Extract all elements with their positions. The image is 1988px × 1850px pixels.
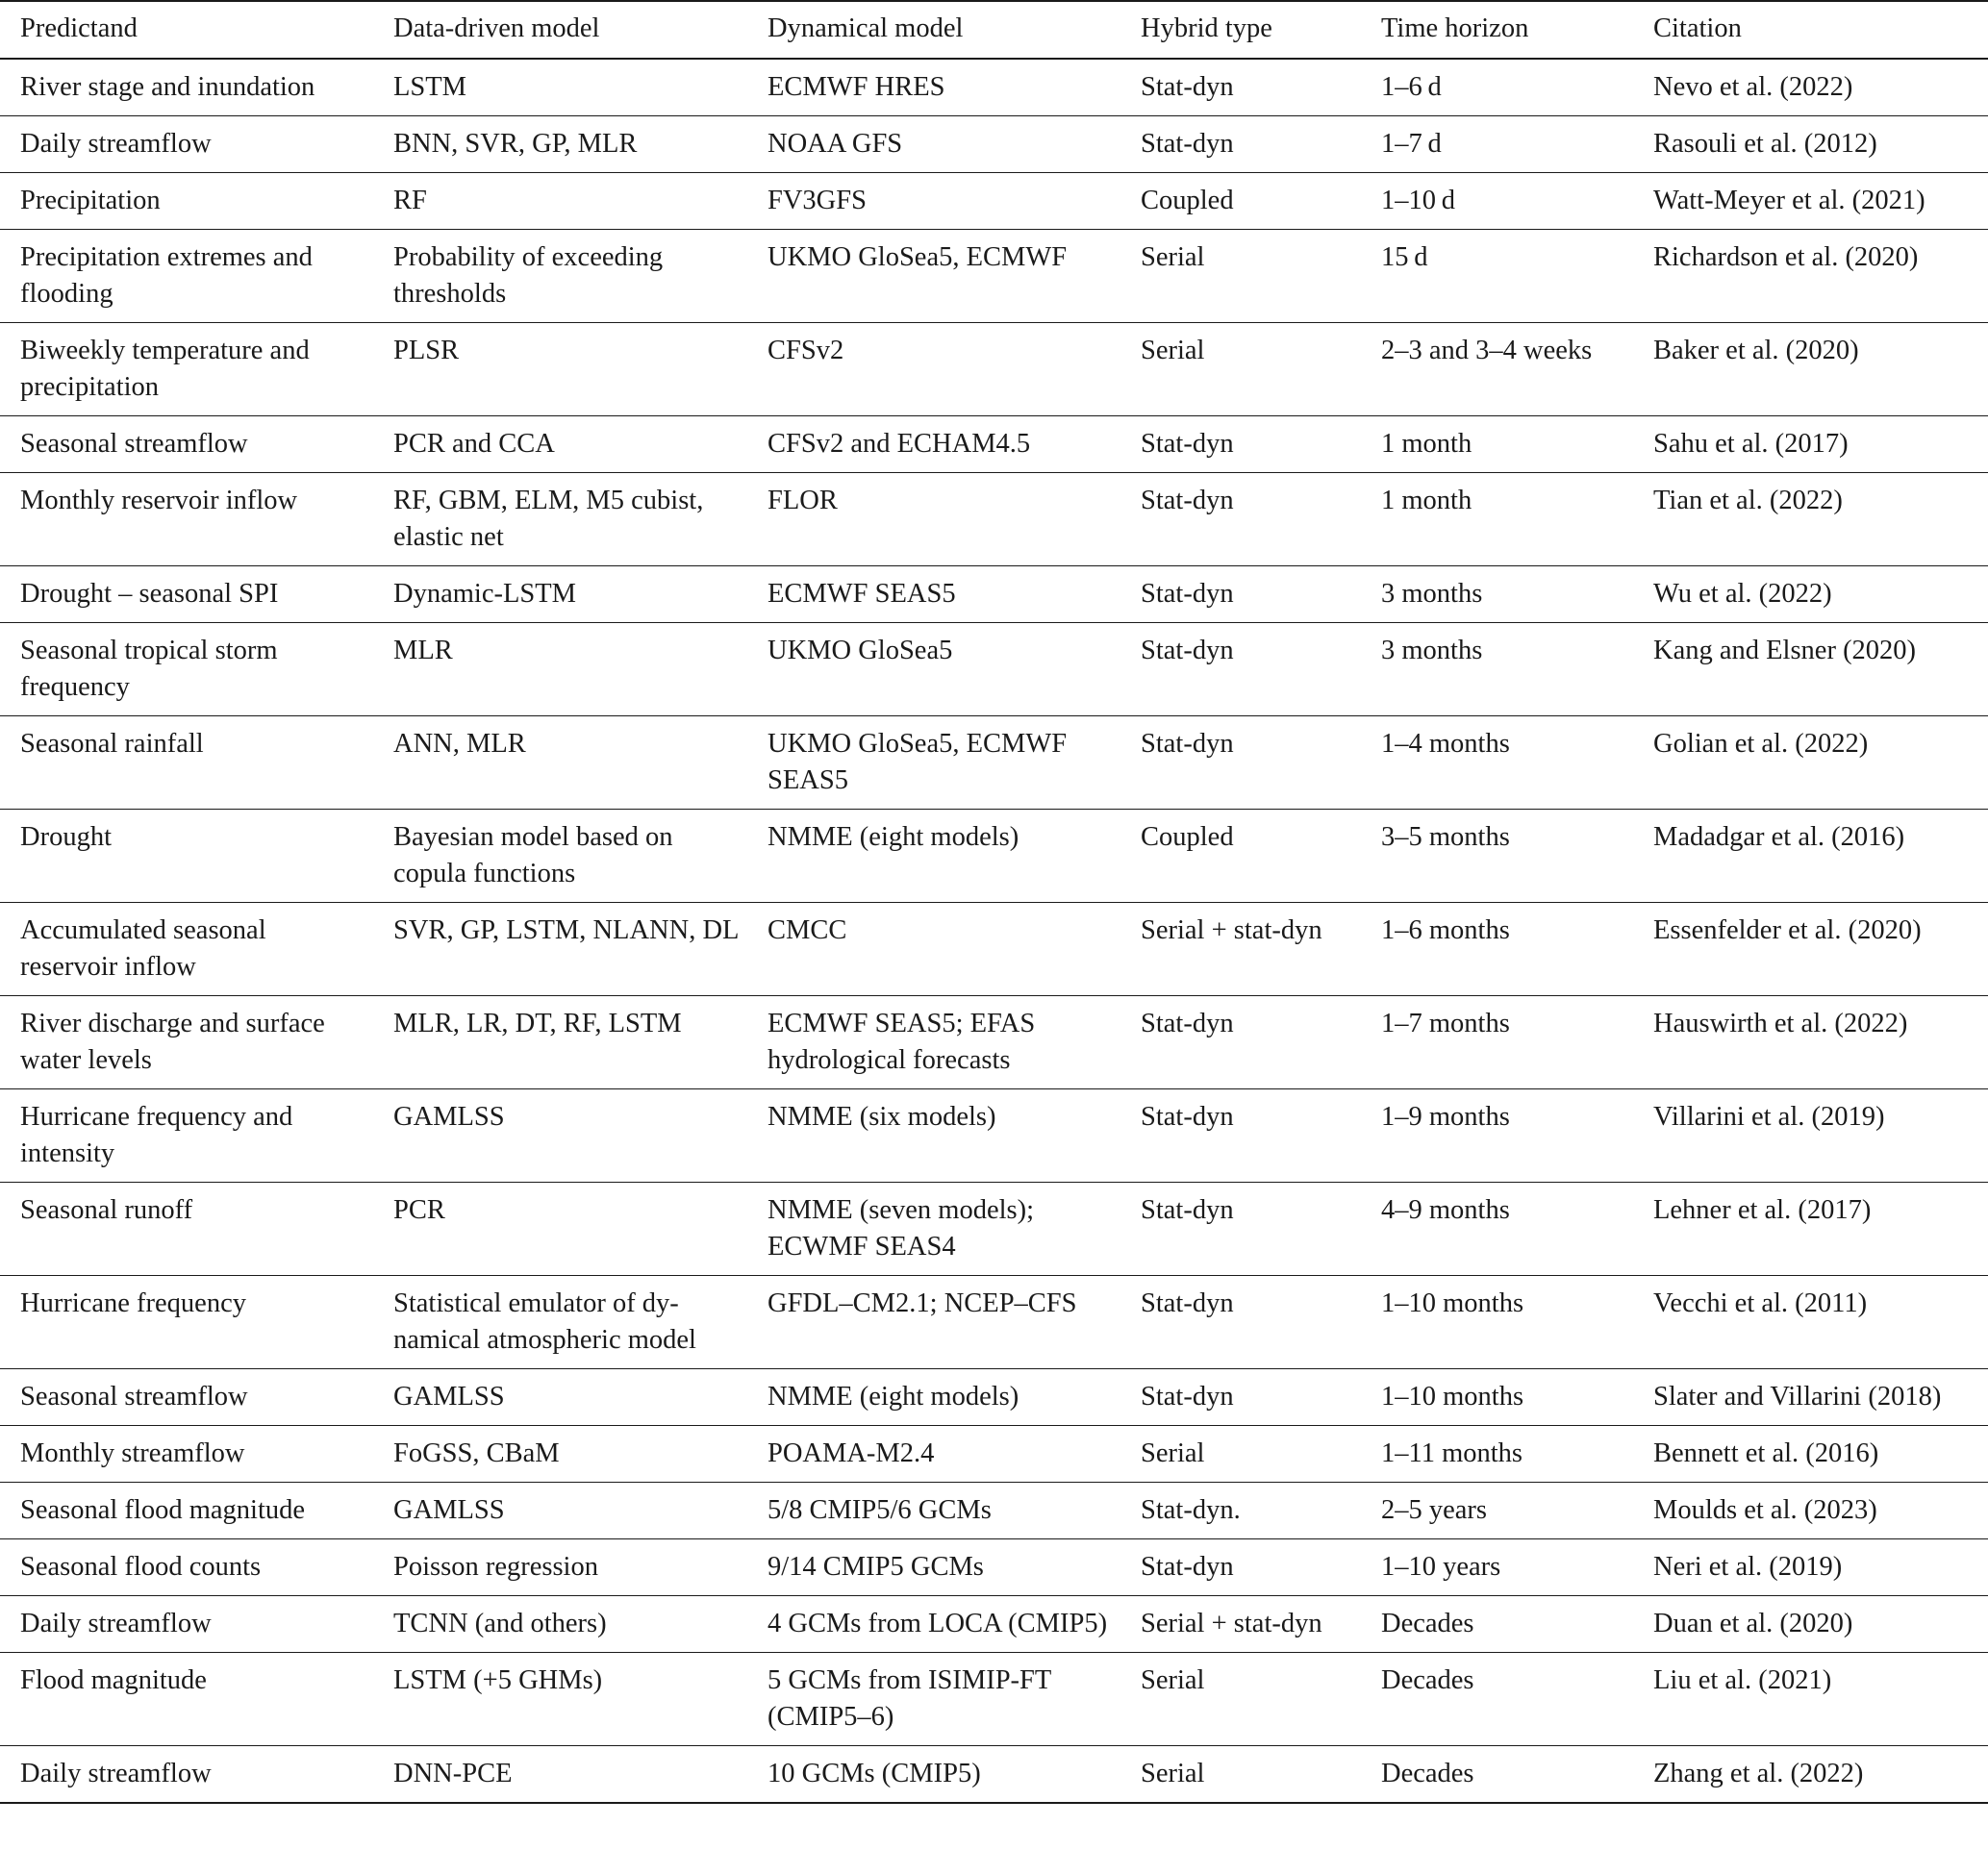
header-data-driven-model: Data-driven model [393,13,600,43]
cell-data-driven-model: Probability of exceeding thresholds [393,242,664,309]
cell-time-horizon: 1–6 d [1381,72,1442,102]
cell-time-horizon: 1–10 d [1381,186,1455,215]
cell-predictand: Hurricane frequency [20,1288,246,1318]
cell-predictand: Flood magnitude [20,1665,207,1695]
cell-citation: Kang and Elsner (2020) [1653,636,1917,665]
cell-time-horizon: 4–9 months [1381,1195,1510,1225]
cell-dynamical-model: FV3GFS [768,186,867,215]
cell-time-horizon: 2–3 and 3–4 weeks [1381,336,1593,365]
cell-hybrid-type: Serial [1141,336,1205,365]
cell-data-driven-model: Dynamic-LSTM [393,579,576,609]
cell-hybrid-type: Serial [1141,242,1205,272]
cell-predictand: Hurricane frequency and intensity [20,1102,293,1168]
cell-citation: Lehner et al. (2017) [1653,1195,1872,1225]
cell-predictand: Precipitation extremes and flooding [20,242,313,309]
table-row [0,1426,1988,1483]
cell-citation: Golian et al. (2022) [1653,729,1869,759]
cell-citation: Villarini et al. (2019) [1653,1102,1885,1132]
cell-citation: Moulds et al. (2023) [1653,1495,1877,1525]
cell-predictand: Monthly streamflow [20,1438,245,1468]
cell-citation: Neri et al. (2019) [1653,1552,1843,1582]
cell-hybrid-type: Coupled [1141,822,1234,852]
cell-dynamical-model: CFSv2 and ECHAM4.5 [768,429,1031,459]
cell-dynamical-model: NMME (six models) [768,1102,996,1132]
cell-predictand: River stage and inundation [20,72,315,102]
cell-hybrid-type: Stat-dyn [1141,1009,1234,1038]
cell-citation: Slater and Villarini (2018) [1653,1382,1942,1412]
cell-time-horizon: 3–5 months [1381,822,1510,852]
cell-data-driven-model: MLR [393,636,453,665]
cell-citation: Bennett et al. (2016) [1653,1438,1879,1468]
cell-dynamical-model: NMME (eight models) [768,822,1019,852]
cell-data-driven-model: MLR, LR, DT, RF, LSTM [393,1009,682,1038]
cell-time-horizon: Decades [1381,1609,1474,1638]
cell-citation: Hauswirth et al. (2022) [1653,1009,1908,1038]
cell-predictand: Seasonal streamflow [20,1382,248,1412]
cell-citation: Watt-Meyer et al. (2021) [1653,186,1925,215]
table-row [0,1483,1988,1539]
cell-hybrid-type: Stat-dyn [1141,429,1234,459]
header-citation: Citation [1653,13,1742,43]
cell-hybrid-type: Stat-dyn [1141,729,1234,759]
cell-predictand: Seasonal flood counts [20,1552,262,1582]
cell-data-driven-model: Bayesian model based on copula functions [393,822,673,888]
cell-hybrid-type: Stat-dyn [1141,1195,1234,1225]
cell-dynamical-model: 10 GCMs (CMIP5) [768,1759,981,1788]
cell-hybrid-type: Serial [1141,1759,1205,1788]
table-row [0,416,1988,473]
cell-dynamical-model: 5/8 CMIP5/6 GCMs [768,1495,992,1525]
table-row [0,1539,1988,1596]
cell-hybrid-type: Serial [1141,1665,1205,1695]
cell-time-horizon: 15 d [1381,242,1428,272]
cell-citation: Wu et al. (2022) [1653,579,1832,609]
table-header [0,1,1988,59]
table-row [0,1746,1988,1804]
cell-data-driven-model: LSTM (+5 GHMs) [393,1665,603,1695]
cell-citation: Rasouli et al. (2012) [1653,129,1877,159]
cell-dynamical-model: UKMO GloSea5 [768,636,953,665]
cell-predictand: Seasonal rainfall [20,729,204,759]
cell-predictand: Monthly reservoir inflow [20,486,298,515]
cell-hybrid-type: Stat-dyn [1141,1382,1234,1412]
cell-time-horizon: 1–11 months [1381,1438,1522,1468]
cell-hybrid-type: Stat-dyn [1141,636,1234,665]
cell-citation: Nevo et al. (2022) [1653,72,1853,102]
cell-time-horizon: 3 months [1381,636,1483,665]
cell-dynamical-model: FLOR [768,486,838,515]
cell-time-horizon: 1–7 months [1381,1009,1510,1038]
cell-predictand: Seasonal runoff [20,1195,193,1225]
cell-predictand: River discharge and surface water levels [20,1009,325,1075]
cell-citation: Vecchi et al. (2011) [1653,1288,1868,1318]
table-row [0,59,1988,116]
cell-time-horizon: Decades [1381,1759,1474,1788]
cell-dynamical-model: ECMWF SEAS5 [768,579,956,609]
header-predictand: Predictand [20,13,138,43]
cell-predictand: Seasonal streamflow [20,429,248,459]
cell-citation: Liu et al. (2021) [1653,1665,1832,1695]
table-row [0,903,1988,996]
cell-citation: Tian et al. (2022) [1653,486,1843,515]
cell-hybrid-type: Stat-dyn. [1141,1495,1241,1525]
cell-data-driven-model: LSTM [393,72,467,102]
cell-dynamical-model: GFDL–CM2.1; NCEP–CFS [768,1288,1077,1318]
cell-data-driven-model: PCR [393,1195,445,1225]
cell-data-driven-model: GAMLSS [393,1382,505,1412]
cell-dynamical-model: 9/14 CMIP5 GCMs [768,1552,984,1582]
cell-time-horizon: 3 months [1381,579,1483,609]
cell-time-horizon: 1–4 months [1381,729,1510,759]
cell-citation: Richardson et al. (2020) [1653,242,1919,272]
table-row [0,1089,1988,1183]
header-dynamical-model: Dynamical model [768,13,964,43]
cell-dynamical-model: CFSv2 [768,336,844,365]
table-row [0,230,1988,323]
cell-time-horizon: 2–5 years [1381,1495,1488,1525]
cell-dynamical-model: 4 GCMs from LOCA (CMIP5) [768,1609,1108,1638]
cell-predictand: Daily streamflow [20,129,212,159]
cell-dynamical-model: NOAA GFS [768,129,903,159]
table-row [0,1653,1988,1746]
table-row [0,1369,1988,1426]
cell-time-horizon: 1 month [1381,429,1472,459]
cell-predictand: Drought – seasonal SPI [20,579,279,609]
cell-predictand: Daily streamflow [20,1609,212,1638]
cell-predictand: Seasonal tropical storm frequency [20,636,278,702]
table-row [0,810,1988,903]
cell-hybrid-type: Serial + stat-dyn [1141,915,1322,945]
header-row [0,1,1988,59]
table-row [0,566,1988,623]
table-row [0,623,1988,716]
cell-citation: Essenfelder et al. (2020) [1653,915,1922,945]
table-row [0,116,1988,173]
cell-dynamical-model: POAMA-M2.4 [768,1438,935,1468]
cell-data-driven-model: FoGSS, CBaM [393,1438,560,1468]
cell-predictand: Daily streamflow [20,1759,212,1788]
cell-citation: Madadgar et al. (2016) [1653,822,1905,852]
cell-citation: Sahu et al. (2017) [1653,429,1849,459]
table-row [0,473,1988,566]
cell-data-driven-model: DNN-PCE [393,1759,513,1788]
cell-dynamical-model: 5 GCMs from ISIMIP-FT (CMIP5–6) [768,1665,1051,1732]
cell-predictand: Seasonal flood magnitude [20,1495,306,1525]
table-body [0,59,1988,1803]
cell-dynamical-model: UKMO GloSea5, ECMWF SEAS5 [768,729,1068,795]
cell-time-horizon: 1–10 years [1381,1552,1501,1582]
table-row [0,1596,1988,1653]
cell-predictand: Accumulated seasonal reservoir inflow [20,915,266,982]
cell-hybrid-type: Stat-dyn [1141,1552,1234,1582]
cell-data-driven-model: GAMLSS [393,1102,505,1132]
cell-citation: Baker et al. (2020) [1653,336,1859,365]
cell-time-horizon: 1–9 months [1381,1102,1510,1132]
cell-time-horizon: 1–7 d [1381,129,1442,159]
table-row [0,996,1988,1089]
cell-data-driven-model: BNN, SVR, GP, MLR [393,129,638,159]
table-row [0,173,1988,230]
cell-predictand: Precipitation [20,186,161,215]
cell-dynamical-model: NMME (eight models) [768,1382,1019,1412]
cell-predictand: Biweekly temperature and precipitation [20,336,310,402]
table-row [0,323,1988,416]
cell-hybrid-type: Stat-dyn [1141,1102,1234,1132]
cell-citation: Duan et al. (2020) [1653,1609,1853,1638]
cell-data-driven-model: RF, GBM, ELM, M5 cubist, elastic net [393,486,704,552]
cell-data-driven-model: ANN, MLR [393,729,526,759]
cell-hybrid-type: Serial + stat-dyn [1141,1609,1322,1638]
table-row [0,716,1988,810]
cell-data-driven-model: RF [393,186,427,215]
cell-time-horizon: 1–10 months [1381,1288,1524,1318]
cell-data-driven-model: GAMLSS [393,1495,505,1525]
header-time-horizon: Time horizon [1381,13,1529,43]
table-row [0,1276,1988,1369]
cell-hybrid-type: Stat-dyn [1141,486,1234,515]
cell-time-horizon: Decades [1381,1665,1474,1695]
cell-citation: Zhang et al. (2022) [1653,1759,1864,1788]
cell-data-driven-model: TCNN (and others) [393,1609,607,1638]
cell-hybrid-type: Stat-dyn [1141,72,1234,102]
cell-dynamical-model: NMME (seven models); ECWMF SEAS4 [768,1195,1035,1262]
cell-hybrid-type: Stat-dyn [1141,579,1234,609]
cell-data-driven-model: SVR, GP, LSTM, NLANN, DL [393,915,740,945]
table-row [0,1183,1988,1276]
cell-time-horizon: 1–10 months [1381,1382,1524,1412]
cell-data-driven-model: Statistical emulator of dy-namical atmospheric model [393,1288,696,1355]
cell-dynamical-model: ECMWF SEAS5; EFAS hydrological forecasts [768,1009,1036,1075]
cell-dynamical-model: ECMWF HRES [768,72,945,102]
cell-hybrid-type: Stat-dyn [1141,1288,1234,1318]
cell-data-driven-model: PLSR [393,336,460,365]
cell-hybrid-type: Serial [1141,1438,1205,1468]
cell-predictand: Drought [20,822,112,852]
cell-hybrid-type: Stat-dyn [1141,129,1234,159]
cell-data-driven-model: PCR and CCA [393,429,555,459]
cell-time-horizon: 1–6 months [1381,915,1510,945]
cell-dynamical-model: CMCC [768,915,847,945]
cell-dynamical-model: UKMO GloSea5, ECMWF [768,242,1068,272]
cell-time-horizon: 1 month [1381,486,1472,515]
header-hybrid-type: Hybrid type [1141,13,1272,43]
cell-hybrid-type: Coupled [1141,186,1234,215]
cell-data-driven-model: Poisson regression [393,1552,598,1582]
